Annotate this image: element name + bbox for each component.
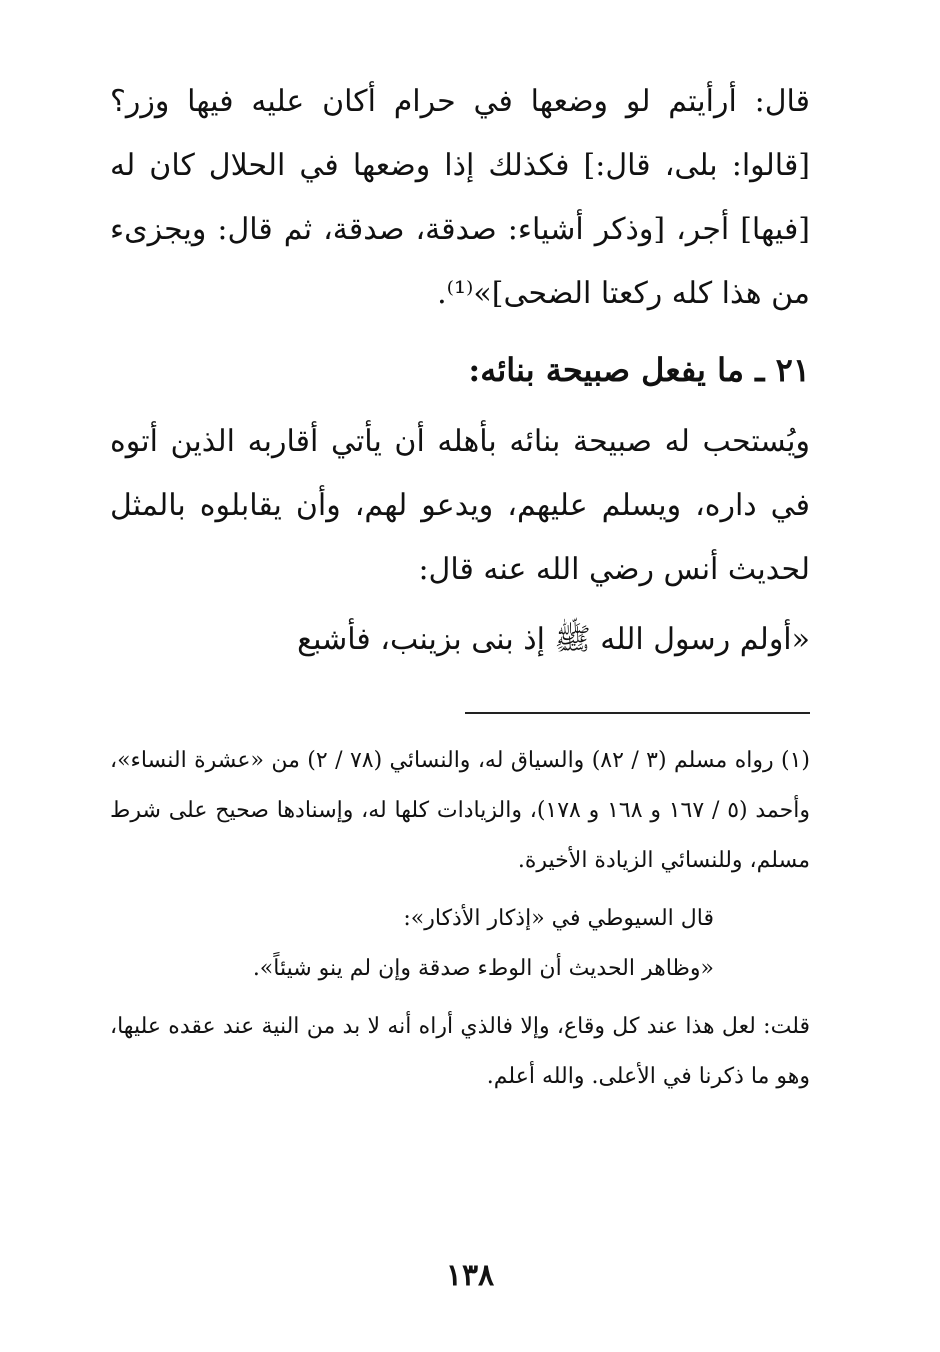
- footnote-quote: «وظاهر الحديث أن الوطء صدقة وإن لم ينو شيئاً».: [252, 956, 714, 981]
- page-body: [110, 70, 810, 1102]
- footnotes: [110, 736, 810, 1102]
- page-number: ١٣٨: [445, 1258, 495, 1293]
- footnote-separator: [465, 712, 810, 714]
- footnote-comment: قلت: لعل هذا عند كل وقاع، وإلا فالذي أراه أنه لا بد من النية عند عقده عليها، وهو ما ذكرنا في الأعلى. والله أعلم.: [110, 1014, 810, 1089]
- section-heading: ٢١ ـ ما يفعل صبيحة بنائه:: [468, 351, 810, 389]
- footnote: (١) رواه مسلم (٣ / ٨٢) والسياق له، والنسائي (٧٨ / ٢) من «عشرة النساء»، وأحمد (٥ / ١٦٧ و ١٦٨ و ١٧٨)، والزيادات كلها له، وإسنادها صحيح على شرط مسلم، وللنسائي الزيادة الأخيرة.: [110, 748, 810, 873]
- paragraph: ويُستحب له صبيحة بنائه بأهله أن يأتي أقاربه الذين أتوه في داره، ويسلم عليهم، ويدعو لهم، وأن يقابلوه بالمثل لحديث أنس رضي الله عنه قال:: [110, 424, 810, 587]
- paragraph: «أولم رسول الله ﷺ إذ بنى بزينب، فأشبع: [297, 622, 810, 657]
- footnote-separator-wrap: [110, 712, 810, 714]
- footnote-quote-intro: قال السيوطي في «إذكار الأذكار»:: [403, 906, 714, 931]
- paragraph: قال: أرأيتم لو وضعها في حرام أكان عليه فيها وزر؟ [قالوا: بلى، قال:] فكذلك إذا وضعها في الحلال كان له [فيها] أجر، [وذكر أشياء: صدقة، صدقة، ثم قال: ويجزىء من هذا كله ركعتا الضحى]»⁽¹⁾.: [110, 84, 810, 311]
- main-text: [110, 70, 810, 672]
